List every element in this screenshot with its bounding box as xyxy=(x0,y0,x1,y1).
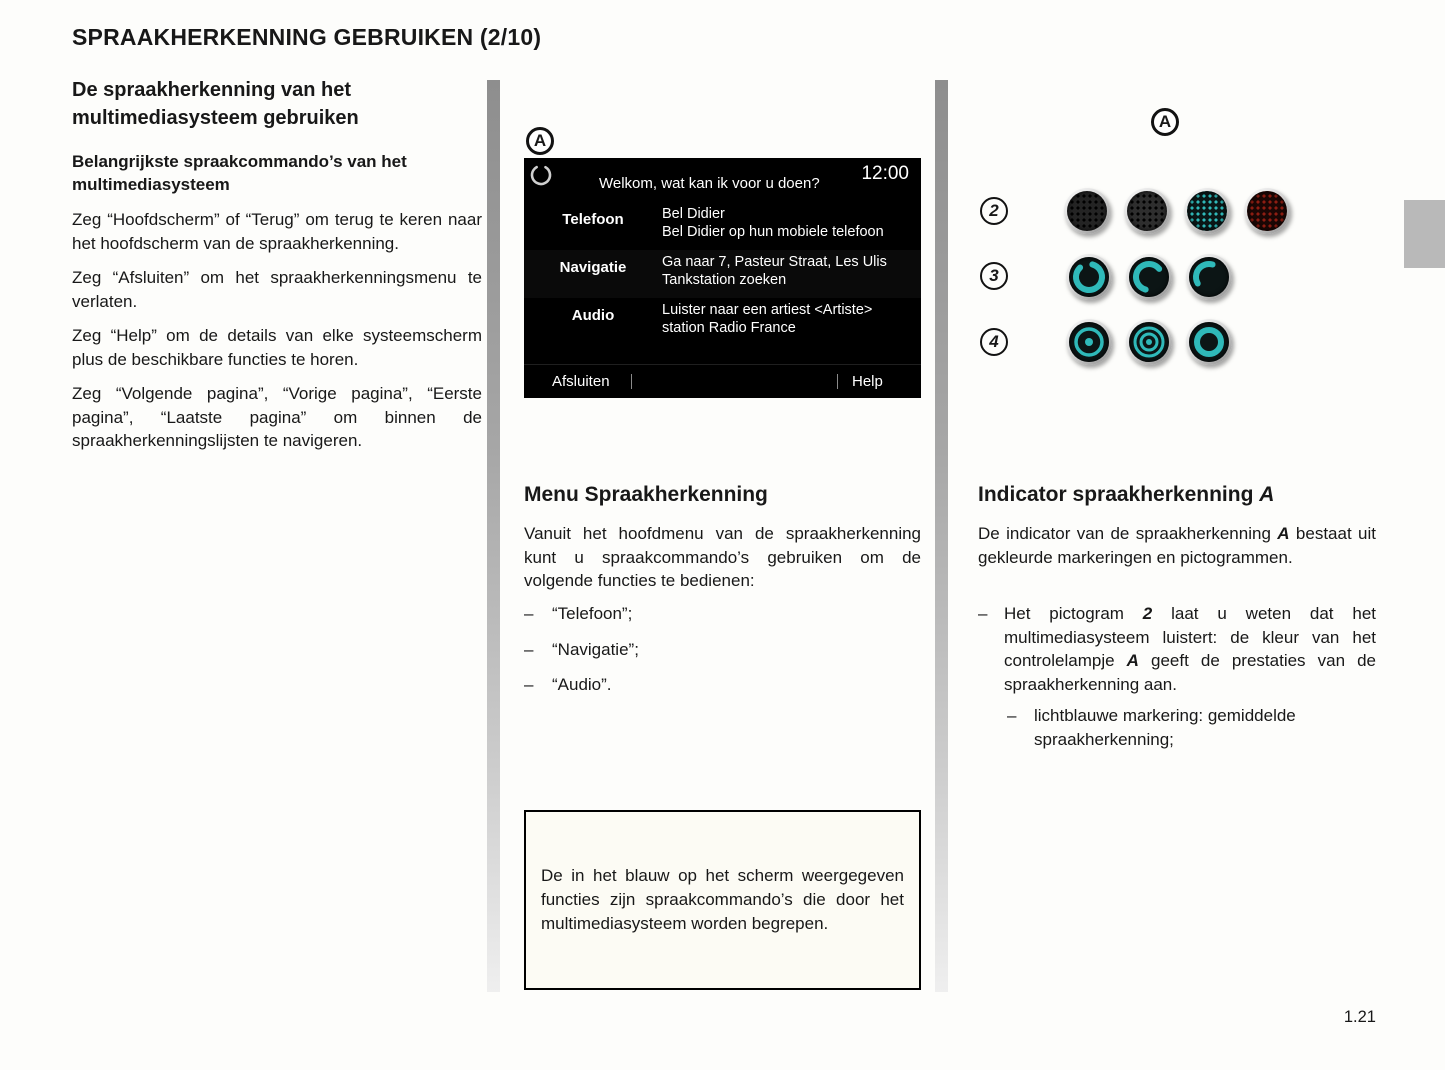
callout-a: A xyxy=(526,127,554,155)
callout-a: A xyxy=(1151,108,1179,136)
footer-divider-tick xyxy=(837,374,838,389)
list-item: – “Telefoon”; xyxy=(524,604,633,623)
paragraph-pages: Zeg “Volgende pagina”, “Vorige pagina”, “Eerste pagina”, “Laatste pagina” om binnen de spraakherkenningslijsten te navigeren. xyxy=(72,384,482,450)
left-column xyxy=(72,76,482,464)
column-divider xyxy=(935,80,948,992)
screen-footer xyxy=(524,364,921,398)
indicator-bullet: – Het pictogram 2 laat u weten dat het multimediasysteem luistert: de kleur van het controlelampje A geeft de prestaties van de spraakherkenning aan. xyxy=(978,604,1377,694)
mic-level-icon-row xyxy=(1064,188,1290,234)
speak-icon-row xyxy=(1066,319,1232,365)
indicator-sub-bullet: – lichtblauwe markering: gemiddelde spraakherkenning; xyxy=(1007,706,1296,749)
screen-row-audio[interactable] xyxy=(524,298,921,346)
callout-3: 3 xyxy=(980,262,1008,290)
paragraph-main-screen: Zeg “Hoofdscherm” of “Terug” om terug te keren naar het hoofdscherm van de spraakherkenning. xyxy=(72,210,482,253)
mic-level-teal-icon xyxy=(1184,188,1230,234)
indicator-intro: De indicator van de spraakherkenning A bestaat uit gekleurde markeringen en pictogrammen. xyxy=(978,524,1376,567)
voice-listening-spinner-icon xyxy=(528,162,554,188)
menu-intro: Vanuit het hoofdmenu van de spraakherkenning kunt u spraakcommando’s gebruiken om de volgende functies te bedienen: xyxy=(524,524,921,590)
list-item: – “Navigatie”; xyxy=(524,639,639,659)
row-label: Audio xyxy=(571,307,615,324)
note-text: De in het blauw op het scherm weergegeven functies zijn spraakcommando’s die door het multimediasysteem worden begrepen. xyxy=(541,866,904,933)
row-label: Navigatie xyxy=(559,259,627,276)
left-heading: De spraakherkenning van het multimediasysteem gebruiken xyxy=(72,79,359,129)
left-subheading: Belangrijkste spraakcommando’s van het multimediasysteem xyxy=(72,152,407,194)
paragraph-help: Zeg “Help” om de details van elke systeemscherm plus de beschikbare functies te horen. xyxy=(72,326,482,369)
row-commands: Luister naar een artiest <Artiste> station Radio France xyxy=(662,302,873,336)
speak-ring-icon xyxy=(1186,319,1232,365)
processing-icon-row xyxy=(1066,254,1232,300)
exit-button[interactable]: Afsluiten xyxy=(552,373,610,390)
speak-target-icon xyxy=(1126,319,1172,365)
column-divider xyxy=(487,80,500,992)
speak-ring-dot-icon xyxy=(1066,319,1112,365)
screen-clock: 12:00 xyxy=(861,163,909,184)
mic-level-black-icon xyxy=(1064,188,1110,234)
footer-divider-tick xyxy=(631,374,632,389)
menu-bullet-list xyxy=(524,602,921,709)
callout-2: 2 xyxy=(980,197,1008,225)
list-item: – “Audio”. xyxy=(524,675,612,694)
screen-row-navigatie[interactable] xyxy=(524,250,921,298)
section-edge-tab xyxy=(1404,200,1445,268)
page-number: 1.21 xyxy=(1343,1008,1376,1026)
mic-level-dark-icon xyxy=(1124,188,1170,234)
help-button[interactable]: Help xyxy=(852,373,883,390)
page-title: SPRAAKHERKENNING GEBRUIKEN (2/10) xyxy=(72,24,542,50)
processing-arc-long-icon xyxy=(1066,254,1112,300)
mic-level-red-icon xyxy=(1244,188,1290,234)
screen-row-telefoon[interactable] xyxy=(524,202,921,250)
screen-welcome-text: Welkom, wat kan ik voor u doen? xyxy=(599,175,820,192)
processing-arc-short-icon xyxy=(1186,254,1232,300)
note-box xyxy=(524,810,921,990)
menu-section-heading: Menu Spraakherkenning xyxy=(524,483,768,506)
indicator-section-heading: Indicator spraakherkenning A xyxy=(978,483,1275,506)
row-commands: Ga naar 7, Pasteur Straat, Les Ulis Tankstation zoeken xyxy=(662,254,887,288)
callout-4: 4 xyxy=(980,328,1008,356)
paragraph-exit: Zeg “Afsluiten” om het spraakherkenningsmenu te verlaten. xyxy=(72,268,482,311)
multimedia-screen xyxy=(524,158,921,398)
processing-arc-mid-icon xyxy=(1126,254,1172,300)
row-label: Telefoon xyxy=(562,211,624,228)
row-commands: Bel Didier Bel Didier op hun mobiele telefoon xyxy=(662,206,884,240)
